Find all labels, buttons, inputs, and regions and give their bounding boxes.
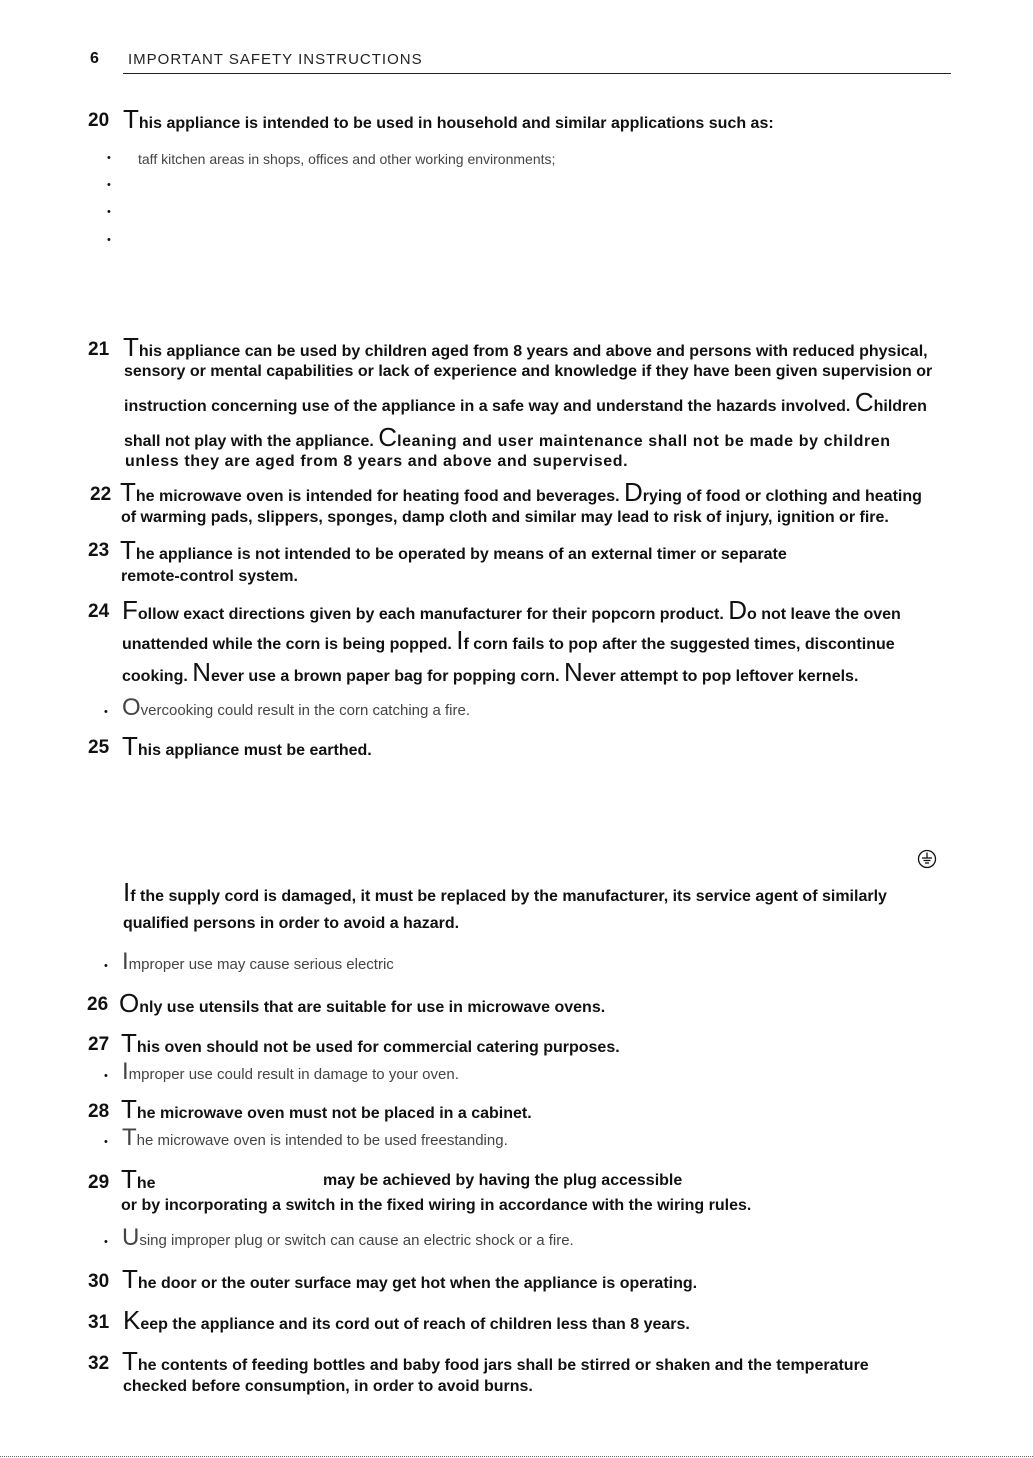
item-number: 23 [88,540,110,561]
item-21-line-3: instruction concerning use of the appliance in a safe way and understand the hazards involved. Children [124,387,927,417]
bullet: • [107,234,111,246]
item-number: 32 [88,1353,110,1374]
item-29-line-1b: may be achieved by having the plug accessible [323,1172,683,1189]
item-number: 26 [87,994,109,1015]
bullet: • [107,179,111,191]
item-21-line-2: sensory or mental capabilities or lack of experience and knowledge if they have been given supervision or [124,363,933,380]
item-number: 27 [88,1034,110,1055]
item-24-line-2: unattended while the corn is being popped. If corn fails to pop after the suggested times, discontinue [122,625,895,655]
item-27-note: Improper use could result in damage to your oven. [122,1058,459,1085]
item-24-line-3: cooking. Never use a brown paper bag for popping corn. Never attempt to pop leftover kernels. [122,657,859,687]
item-21-line-1: This appliance can be used by children aged from 8 years and above and persons with reduced physical, [123,332,928,362]
item-23-line-1: The appliance is not intended to be operated by means of an external timer or separate [120,535,787,565]
item-number: 25 [88,737,110,758]
item-number: 29 [88,1172,110,1193]
item-32-line-2: checked before consumption, in order to avoid burns. [123,1378,533,1395]
item-20-text: This appliance is intended to be used in household and similar applications such as: [123,104,774,134]
item-21-line-5: unless they are aged from 8 years and above and supervised. [125,453,629,470]
item-30-line-1: The door or the outer surface may get hot when the appliance is operating. [122,1264,698,1294]
bullet: • [107,206,111,218]
item-31-line-1: Keep the appliance and its cord out of reach of children less than 8 years. [123,1305,690,1335]
item-number: 31 [88,1312,110,1333]
item-20-bullet-1: taff kitchen areas in shops, offices and other working environments; [138,151,556,167]
item-25-line-3: qualified persons in order to avoid a hazard. [123,915,460,932]
item-22-line-2: of warming pads, slippers, sponges, damp cloth and similar may lead to risk of injury, ignition or fire. [121,509,889,526]
item-23-line-2: remote-control system. [121,568,298,585]
item-number: 28 [88,1101,110,1122]
item-22-line-1: The microwave oven is intended for heating food and beverages. Drying of food or clothing and heating [120,477,922,507]
bullet: • [104,1236,108,1248]
item-29-note: Using improper plug or switch can cause an electric shock or a fire. [122,1224,574,1251]
item-28-note: The microwave oven is intended to be used freestanding. [122,1124,508,1151]
bullet: • [104,706,108,718]
item-29-line-1a: The [121,1164,156,1194]
item-25-note: Improper use may cause serious electric [122,948,394,975]
item-32-line-1: The contents of feeding bottles and baby food jars shall be stirred or shaken and the temperature [122,1346,869,1376]
item-number: 30 [88,1271,110,1292]
item-number: 22 [90,484,112,505]
page-number: 6 [90,50,99,67]
item-number: 21 [88,339,110,360]
bullet: • [104,1070,108,1082]
item-28-line-1: The microwave oven must not be placed in a cabinet. [121,1094,532,1124]
item-27-line-1: This oven should not be used for commercial catering purposes. [121,1028,620,1058]
item-25-line-1: This appliance must be earthed. [122,731,372,761]
item-number: 20 [88,110,110,131]
bullet: • [107,152,111,164]
page-header-title: IMPORTANT SAFETY INSTRUCTIONS [128,51,423,68]
header-rule [123,73,951,74]
item-24-note: Overcooking could result in the corn catching a fire. [122,694,471,721]
footer-rule [0,1456,1033,1457]
item-21-line-4: shall not play with the appliance. Cleaning and user maintenance shall not be made by children [124,422,891,452]
item-24-line-1: Follow exact directions given by each manufacturer for their popcorn product. Do not leave the oven [122,595,901,625]
bullet: • [104,1136,108,1148]
item-29-line-2: or by incorporating a switch in the fixed wiring in accordance with the wiring rules. [121,1197,752,1214]
item-25-line-2: If the supply cord is damaged, it must be replaced by the manufacturer, its service agent of similarly [123,877,887,907]
item-number: 24 [88,601,110,622]
earth-ground-icon [917,849,937,869]
item-26-line-1: Only use utensils that are suitable for use in microwave ovens. [119,988,606,1018]
bullet: • [104,960,108,972]
